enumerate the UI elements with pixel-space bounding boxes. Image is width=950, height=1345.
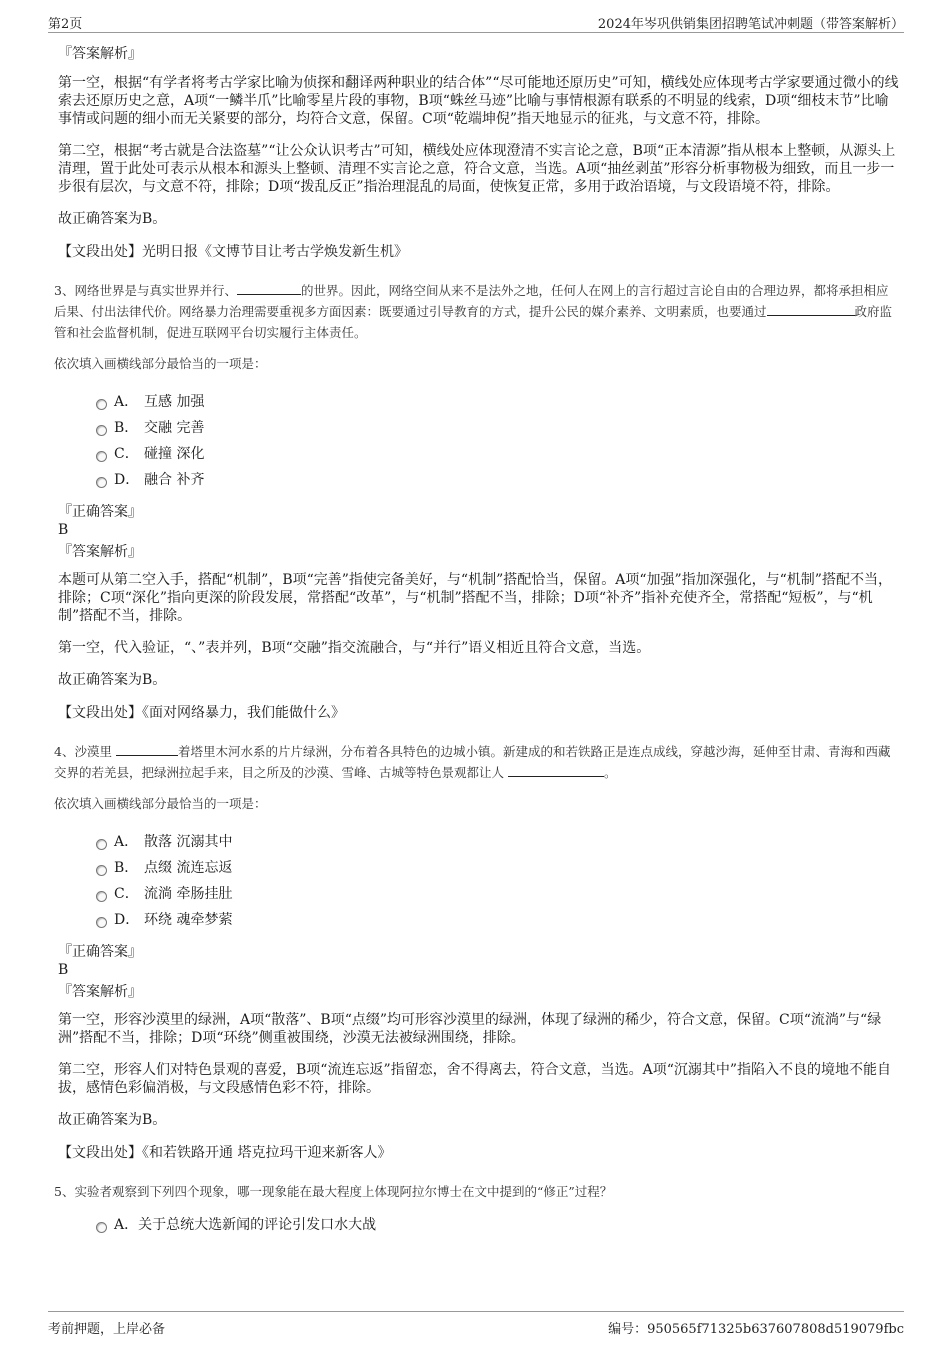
correct-answer-heading: 『正确答案』 [58,504,142,520]
fill-blank [508,764,604,777]
document-title: 2024年岑巩供销集团招聘笔试冲刺题（带答案解析） [597,17,904,32]
question-stem: 3、网络世界是与真实世界并行、 的世界。因此，网络空间从来不是法外之地，任何人在网上的言行超过言论自由的合理边界，都将承担相应后果、付出法律代价。网络暴力治理需要重视多方面因素：既要通过引导教育的方式，提升公民的媒介素养、文明素质，也要通过 政府监管和社会监督机制，促进互联网平台切实履行主体责任。 [54,283,893,340]
analysis-paragraph: 第一空，代入验证，“、”表并列，B项“交融”指交流融合，与“并行”语义相近且符合文意，当选。 [58,640,651,656]
option-c[interactable]: C． 碰撞 深化 [58,443,900,469]
option-c[interactable]: C． 流淌 牵肠挂肚 [58,883,900,909]
page-footer [48,1311,904,1338]
document-id: 编号：950565f71325b637607808d519079fbc [608,1322,904,1337]
analysis-paragraph: 第二空，根据“考古就是合法盗墓”“让公众认识考古”可知，横线处应体现澄清不实言论之意，B项“正本清源”指从根本上整顿，从源头上清理，置于此处可表示从根本和源头上整顿、清理不实言论之意，符合文意，当选。A项“抽丝剥茧”形容分析事物极为细致，而且一步一步很有层次，与文意不符，排除；D项“拨乱反正”指治理混乱的局面，使恢复正常，多用于政治语境，与文段语境不符，排除。 [58,143,896,195]
answer-analysis-heading: 『答案解析』 [58,984,142,1000]
analysis-paragraph: 第一空，形容沙漠里的绿洲，A项“散落”、B项“点缀”均可形容沙漠里的绿洲，体现了绿洲的稀少，符合文意，保留。C项“流淌”与“绿洲”搭配不当，排除；D项“环绕”侧重被围绕，沙漠无法被绿洲围绕，排除。 [58,1012,882,1046]
option-list [58,391,900,495]
document-content [54,44,900,1248]
radio-button[interactable] [96,839,107,850]
option-b[interactable]: B． 点缀 流连忘返 [58,857,900,883]
source-citation: 【文段出处】光明日报《文博节目让考古学焕发新生机》 [58,244,408,260]
correct-answer-value: B [58,522,69,538]
radio-button[interactable] [96,917,107,928]
option-b[interactable]: B． 交融 完善 [58,417,900,443]
radio-button[interactable] [96,1222,107,1233]
fill-blank [116,743,178,756]
analysis-conclusion: 故正确答案为B。 [58,1112,167,1128]
option-a[interactable]: A． 互感 加强 [58,391,900,417]
option-list [58,1214,900,1240]
analysis-conclusion: 故正确答案为B。 [58,672,167,688]
correct-answer-heading: 『正确答案』 [58,944,142,960]
question-stem: 4、沙漠里 着塔里木河水系的片片绿洲，分布着各具特色的边城小镇。新建成的和若铁路正是连点成线，穿越沙海，延伸至甘肃、青海和西藏交界的若羌县，把绿洲拉起手来，目之所及的沙漠、雪峰、古城等特色景观都让人 。 [54,744,891,780]
answer-analysis-heading: 『答案解析』 [58,46,142,62]
analysis-paragraph: 第二空，形容人们对特色景观的喜爱，B项“流连忘返”指留恋，舍不得离去，符合文意，当选。A项“沉溺其中”指陷入不良的境地不能自拔，感情色彩偏消极，与文段感情色彩不符，排除。 [58,1062,892,1096]
source-citation: 【文段出处】《和若铁路开通 塔克拉玛干迎来新客人》 [58,1145,392,1161]
page-number: 第2页 [48,17,83,32]
radio-button[interactable] [96,477,107,488]
radio-button[interactable] [96,891,107,902]
fill-blank [237,282,301,295]
option-list [58,831,900,935]
option-a[interactable]: A． 散落 沉溺其中 [58,831,900,857]
radio-button[interactable] [96,425,107,436]
option-d[interactable]: D． 环绕 魂牵梦萦 [58,909,900,935]
answer-analysis-heading: 『答案解析』 [58,544,142,560]
source-citation: 【文段出处】《面对网络暴力，我们能做什么》 [58,705,345,721]
correct-answer-value: B [58,962,69,978]
page-header [48,10,904,33]
question-prompt: 依次填入画横线部分最恰当的一项是： [54,796,267,811]
radio-button[interactable] [96,399,107,410]
fill-blank [767,303,855,316]
analysis-conclusion: 故正确答案为B。 [58,211,167,227]
radio-button[interactable] [96,451,107,462]
analysis-paragraph: 本题可从第二空入手，搭配“机制”，B项“完善”指使完备美好，与“机制”搭配恰当，保留。A项“加强”指加深强化，与“机制”搭配不当，排除；C项“深化”指向更深的阶段发展，常搭配“改革”，与“机制”搭配不当，排除；D项“补齐”指补充使齐全，常搭配“短板”，与“机制”搭配不当，排除。 [58,572,892,624]
footer-slogan: 考前押题，上岸必备 [48,1322,166,1337]
option-d[interactable]: D． 融合 补齐 [58,469,900,495]
question-stem: 5、实验者观察到下列四个现象，哪一现象能在最大程度上体现阿拉尔博士在文中提到的“修正”过程？ [54,1184,613,1199]
option-a[interactable]: A．关于总统大选新闻的评论引发口水大战 [58,1214,900,1240]
question-prompt: 依次填入画横线部分最恰当的一项是： [54,356,267,371]
analysis-paragraph: 第一空，根据“有学者将考古学家比喻为侦探和翻译两种职业的结合体”“尽可能地还原历史”可知，横线处应体现考古学家要通过微小的线索去还原历史之意，A项“一鳞半爪”比喻零星片段的事物，B项“蛛丝马迹”比喻与事情根源有联系的不明显的线索，D项“细枝末节”比喻事情或问题的细小而无关紧要的部分，均符合文意，保留。C项“乾端坤倪”指天地显示的征兆，与文意不符，排除。 [58,75,899,127]
radio-button[interactable] [96,865,107,876]
